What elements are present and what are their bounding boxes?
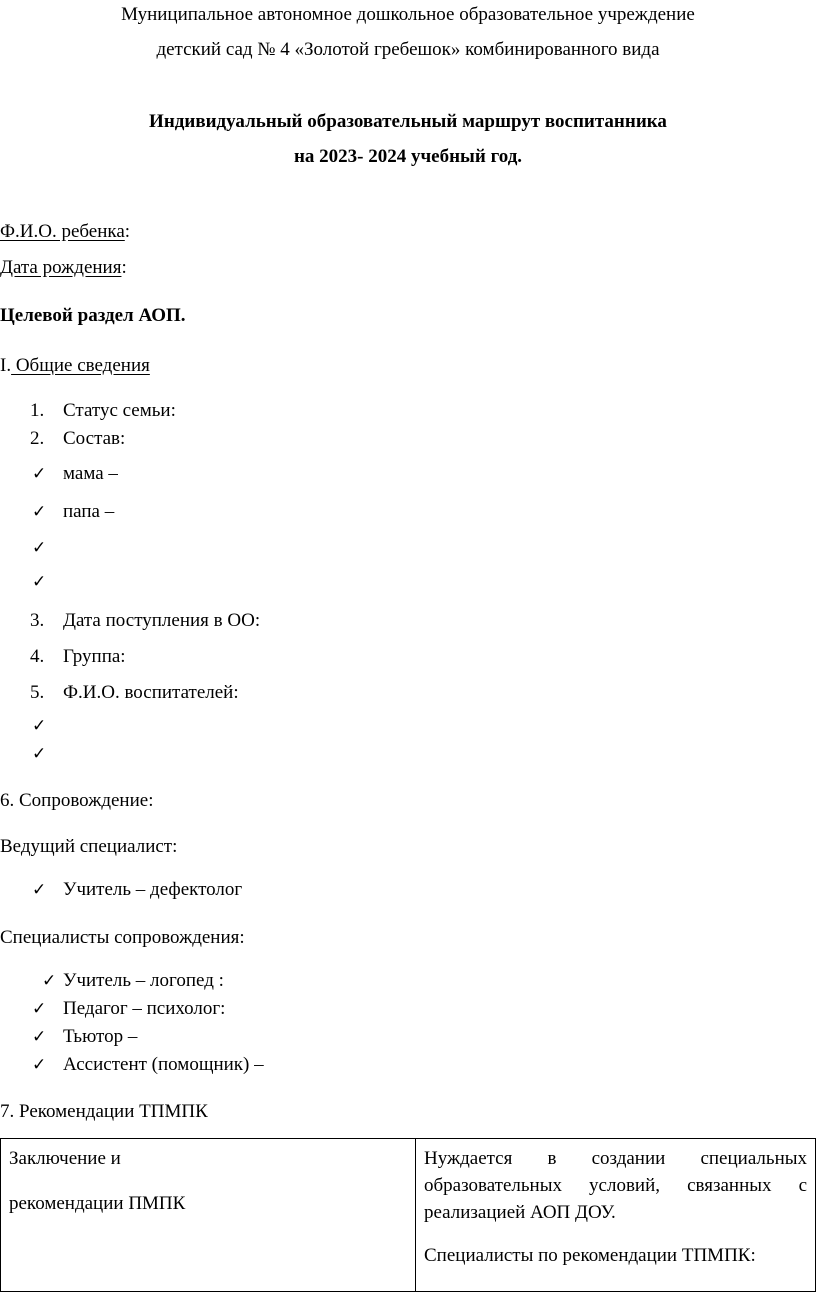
check-icon: ✓: [32, 538, 47, 558]
specialist-assistant: Ассистент (помощник) –: [63, 1054, 264, 1075]
family-status-item: Статус семьи:: [63, 400, 176, 421]
recommendations-table: [0, 1138, 816, 1292]
conclusion-label-line1: Заключение и: [9, 1148, 121, 1169]
general-info-roman: I.: [0, 355, 12, 376]
lead-specialist-label: Ведущий специалист:: [0, 836, 178, 857]
support-heading: 6. Сопровождение:: [0, 790, 154, 811]
table-row: [1, 1139, 816, 1292]
specialist-tutor: Тьютор –: [63, 1026, 138, 1047]
check-icon: ✓: [32, 744, 47, 764]
recommendations-heading: 7. Рекомендации ТПМПК: [0, 1101, 208, 1122]
tpmpk-specialists-label: Специалисты по рекомендации ТПМПК:: [424, 1245, 756, 1266]
document-title-line1: Индивидуальный образовательный маршрут воспитанника: [149, 111, 667, 132]
list-number-1: 1.: [30, 400, 45, 421]
group-item: Группа:: [63, 646, 126, 667]
check-icon: ✓: [42, 971, 57, 991]
specialist-speech-therapist: Учитель – логопед :: [63, 970, 224, 991]
check-icon: ✓: [32, 880, 47, 900]
check-icon: ✓: [32, 502, 47, 522]
check-icon: ✓: [32, 572, 47, 592]
conclusion-label-line2: рекомендации ПМПК: [9, 1193, 186, 1214]
list-number-3: 3.: [30, 610, 45, 631]
check-icon: ✓: [32, 464, 47, 484]
support-specialists-label: Специалисты сопровождения:: [0, 927, 245, 948]
list-number-2: 2.: [30, 428, 45, 449]
family-composition-item: Состав:: [63, 428, 126, 449]
birth-date-field: [0, 257, 127, 279]
check-icon: ✓: [32, 716, 47, 736]
educators-item: Ф.И.О. воспитателей:: [63, 682, 239, 703]
target-section-heading: Целевой раздел АОП.: [0, 305, 186, 326]
check-icon: ✓: [32, 1027, 47, 1047]
institution-name-line1: Муниципальное автономное дошкольное образовательное учреждение: [121, 4, 695, 25]
lead-specialist-item: Учитель – дефектолог: [63, 879, 243, 900]
family-mother: мама –: [63, 463, 118, 484]
child-name-field: [0, 221, 130, 243]
list-number-4: 4.: [30, 646, 45, 667]
special-conditions-text: Нуждается в создании специальных образовательных условий, связанных с реализацией АОП ДОУ.: [424, 1148, 807, 1223]
child-name-colon: :: [124, 221, 131, 242]
general-info-heading: [0, 355, 150, 377]
check-icon: ✓: [32, 999, 47, 1019]
table-cell-conclusion: [1, 1139, 416, 1292]
document-title-line2: на 2023- 2024 учебный год.: [293, 146, 523, 167]
institution-name-line2: детский сад № 4 «Золотой гребешок» комбинированного вида: [156, 39, 660, 60]
specialist-psychologist: Педагог – психолог:: [63, 998, 226, 1019]
birth-date-colon: :: [121, 257, 127, 278]
child-name-label: Ф.И.О. ребенка: [0, 221, 125, 242]
table-cell-needs: [416, 1139, 816, 1292]
list-number-5: 5.: [30, 682, 45, 703]
birth-date-label: Дата рождения: [0, 257, 122, 278]
general-info-title: Общие сведения: [11, 355, 150, 376]
admission-date-item: Дата поступления в ОО:: [63, 610, 261, 631]
check-icon: ✓: [32, 1055, 47, 1075]
family-father: папа –: [63, 501, 115, 522]
